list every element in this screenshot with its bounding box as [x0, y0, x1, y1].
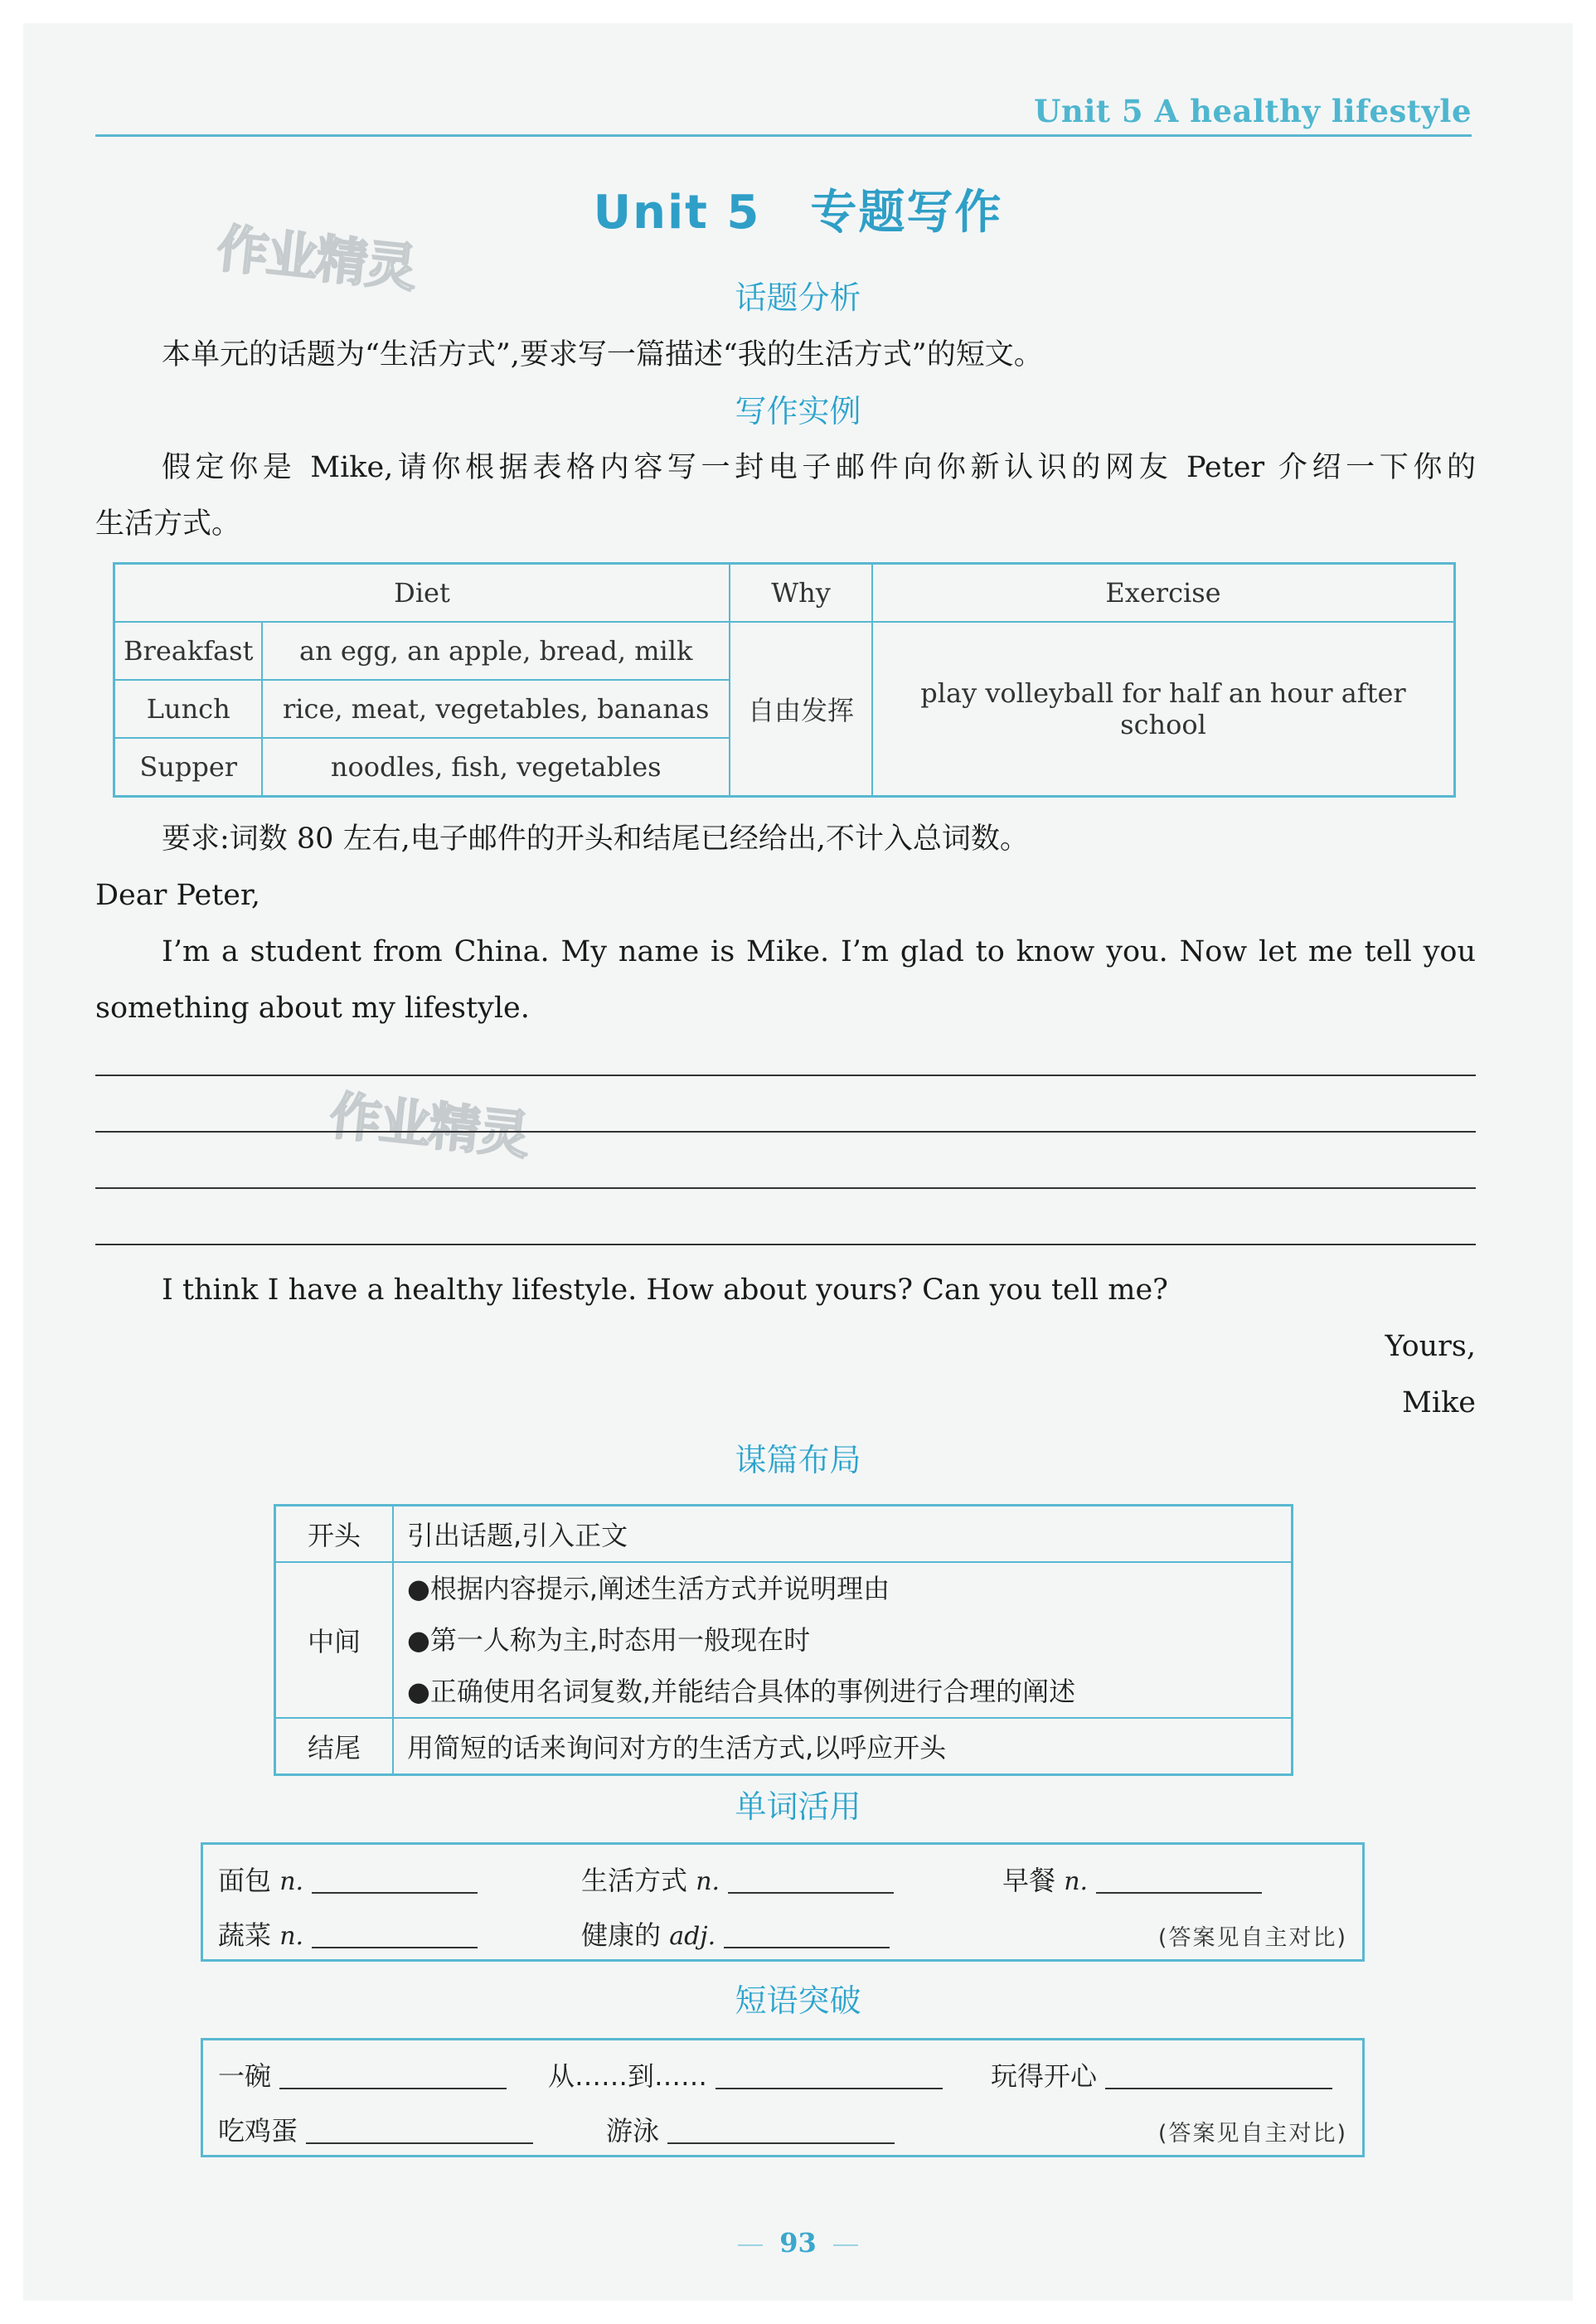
letter-closing: I think I have a healthy lifestyle. How about yours? Can you tell me? — [162, 1274, 1168, 1307]
answer-blank[interactable] — [724, 1946, 890, 1948]
writing-line[interactable] — [95, 1075, 1476, 1076]
letter-opening-line1: I’m a student from China. My name is Mike. I’m glad to know you. Now let me tell you — [162, 935, 1476, 968]
topic-analysis-heading: 话题分析 — [735, 279, 861, 316]
letter-signature: Mike — [1402, 1386, 1476, 1419]
answer-blank[interactable] — [306, 2142, 533, 2144]
phrases-box — [201, 2038, 1365, 2157]
phrase-item: 玩得开心 — [991, 2055, 1332, 2094]
food-cell: noodles, fish, vegetables — [262, 738, 730, 797]
answer-blank[interactable] — [667, 2142, 895, 2144]
vocab-item: 生活方式 n. — [581, 1860, 894, 1898]
phrase-item: 一碗 — [218, 2055, 507, 2094]
vocabulary-box — [201, 1842, 1365, 1962]
vocab-item: 蔬菜 n. — [218, 1914, 478, 1953]
letter-greeting: Dear Peter, — [95, 879, 260, 912]
meal-cell: Supper — [114, 738, 263, 797]
vocab-item: 早餐 n. — [1002, 1860, 1262, 1898]
diet-table — [113, 562, 1456, 798]
layout-table — [274, 1504, 1293, 1776]
layout-bullet: ●根据内容提示,阐述生活方式并说明理由 — [407, 1573, 890, 1604]
writing-example-heading: 写作实例 — [735, 393, 861, 429]
answer-blank[interactable] — [1105, 2087, 1332, 2089]
layout-label: 中间 — [275, 1562, 394, 1718]
writing-prompt-line2: 生活方式。 — [95, 507, 241, 541]
letter-signoff: Yours, — [1385, 1330, 1476, 1363]
phrase-item: 吃鸡蛋 — [218, 2110, 533, 2148]
answer-note: (答案见自主对比) — [1157, 1925, 1347, 1951]
food-cell: rice, meat, vegetables, bananas — [262, 680, 730, 738]
letter-opening-line2: something about my lifestyle. — [95, 992, 530, 1025]
watermark-top: 作业精灵 — [214, 217, 419, 299]
topic-analysis-text: 本单元的话题为“生活方式”,要求写一篇描述“我的生活方式”的短文。 — [162, 338, 1043, 371]
writing-line[interactable] — [95, 1187, 1476, 1189]
layout-heading: 谋篇布局 — [735, 1442, 861, 1478]
running-header-text: Unit 5 A healthy lifestyle — [1034, 93, 1472, 129]
food-cell: an egg, an apple, bread, milk — [262, 622, 730, 680]
vocab-item: 健康的 adj. — [581, 1914, 890, 1953]
answer-note: (答案见自主对比) — [1157, 2121, 1347, 2147]
answer-blank[interactable] — [279, 2087, 507, 2089]
exercise-cell: play volleyball for half an hour after school — [872, 622, 1455, 797]
phrase-item: 游泳 — [606, 2110, 895, 2148]
why-header: Why — [730, 564, 872, 623]
layout-content: 用简短的话来询问对方的生活方式,以呼应开头 — [393, 1718, 1293, 1775]
layout-bullet: ●第一人称为主,时态用一般现在时 — [407, 1624, 811, 1656]
layout-label: 开头 — [275, 1506, 394, 1563]
layout-bullet: ●正确使用名词复数,并能结合具体的事例进行合理的阐述 — [407, 1676, 1076, 1707]
requirement-text: 要求:词数 80 左右,电子邮件的开头和结尾已经给出,不计入总词数。 — [162, 822, 1029, 856]
why-cell: 自由发挥 — [730, 622, 872, 797]
layout-content-middle — [393, 1562, 1293, 1718]
running-header — [95, 90, 1472, 137]
writing-line[interactable] — [95, 1244, 1476, 1245]
page-number: 93 — [0, 2227, 1596, 2259]
answer-blank[interactable] — [312, 1891, 478, 1894]
exercise-header: Exercise — [872, 564, 1455, 623]
writing-line[interactable] — [95, 1131, 1476, 1133]
answer-blank[interactable] — [312, 1946, 478, 1948]
layout-label: 结尾 — [275, 1718, 394, 1775]
title-topic: 专题写作 — [810, 186, 1003, 240]
phrase-item: 从……到…… — [548, 2055, 943, 2094]
vocab-item: 面包 n. — [218, 1860, 478, 1898]
writing-prompt-line1: 假定你是 Mike,请你根据表格内容写一封电子邮件向你新认识的网友 Peter 介绍一下你的 — [162, 451, 1476, 484]
answer-blank[interactable] — [716, 2087, 943, 2089]
layout-content: 引出话题,引入正文 — [393, 1506, 1293, 1563]
title-unit: Unit 5 — [593, 186, 761, 240]
answer-blank[interactable] — [728, 1891, 894, 1894]
meal-cell: Lunch — [114, 680, 263, 738]
phrases-heading: 短语突破 — [735, 1982, 861, 2019]
meal-cell: Breakfast — [114, 622, 263, 680]
answer-blank[interactable] — [1096, 1891, 1262, 1894]
diet-header: Diet — [114, 564, 730, 623]
watermark-middle: 作业精灵 — [327, 1084, 531, 1167]
vocabulary-heading: 单词活用 — [735, 1788, 861, 1825]
